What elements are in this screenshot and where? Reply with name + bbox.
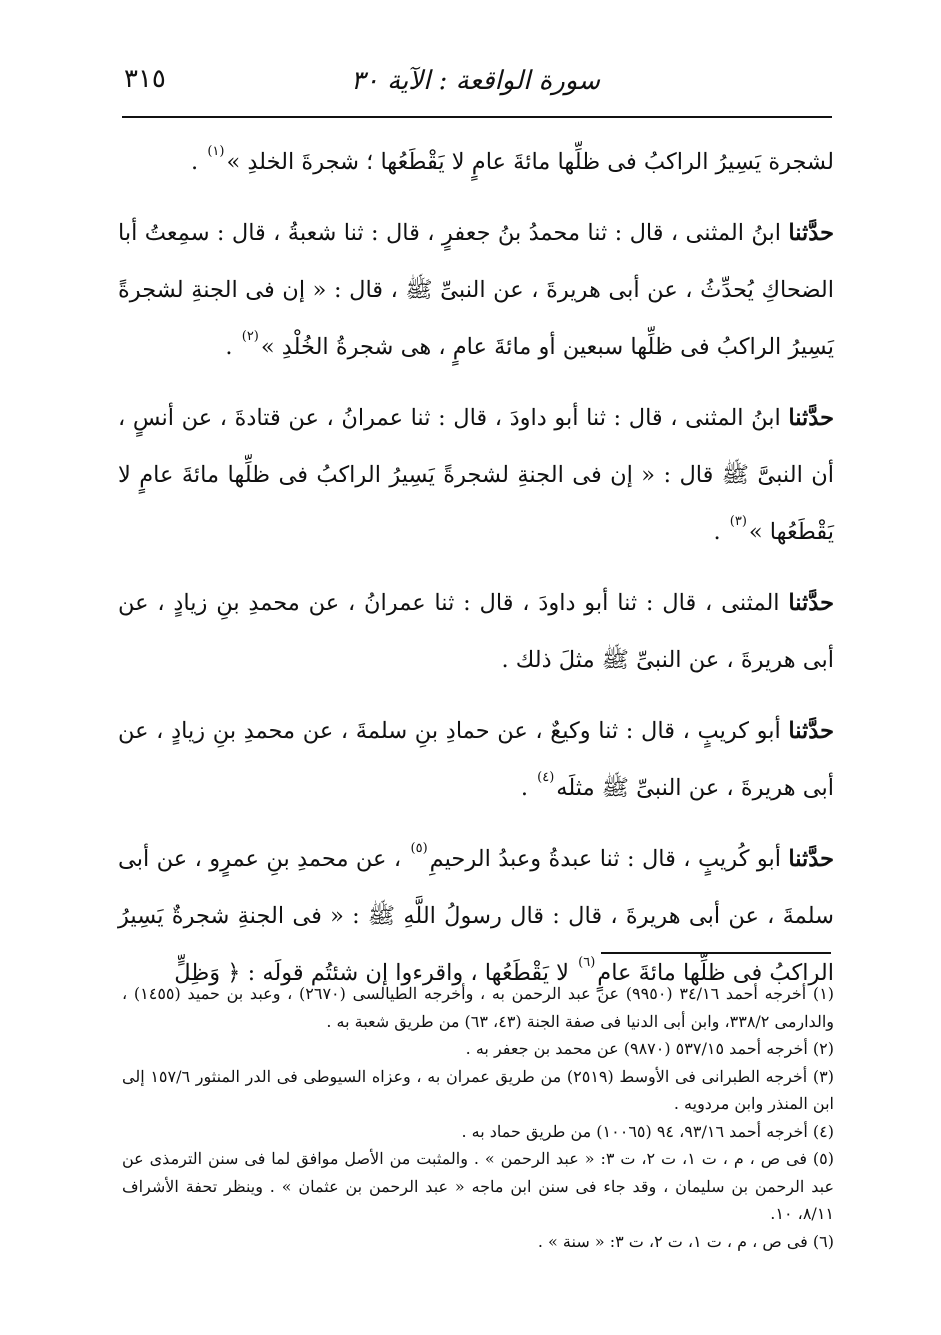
header-rule [122, 116, 832, 118]
paragraph-end: لا يَقْطَعُها ، واقرءوا إن شئتُم قولَه : ﴿ وَظِلٍّ [174, 960, 577, 986]
paragraph-5 [118, 703, 834, 817]
paragraph-6 [118, 831, 834, 1002]
paragraph-2 [118, 205, 834, 376]
page-header [122, 62, 830, 106]
footnote-marker: (٣) [729, 514, 747, 529]
paragraph-1 [118, 134, 834, 191]
hadith-opening: حدَّثنا [788, 718, 834, 744]
footnote-marker: (٦) [578, 955, 596, 970]
footnote-2: (٢) أخرجه أحمد ٥٣٧/١٥ (٩٨٧٠) عن محمد بن جعفر به . [465, 1039, 834, 1058]
paragraph-text: المثنى ، قال : ثنا أبو داودَ ، قال : ثنا عمرانُ ، عن محمدِ بنِ زيادٍ ، عن أبى هريرةَ ، عن النبىِّ ﷺ مثلَ ذلك . [118, 590, 834, 673]
footnote-1: (١) أخرجه أحمد ٣٤/١٦ (٩٩٥٠) عن عبد الرحمن به ، وأخرجه الطيالسى (٢٦٧٠) ، وعبد بن حميد (١٤٥٥) ، والدارمى ٣٣٨/٢، وابن أبى الدنيا فى صفة الجنة (٤٣، ٦٣) من طريق شعبة به . [122, 984, 835, 1031]
paragraph-end: . [191, 149, 206, 175]
footnote-marker: (١) [207, 144, 225, 159]
hadith-opening: حدَّثنا [788, 590, 834, 616]
footnote-3: (٣) أخرجه الطبرانى فى الأوسط (٢٥١٩) من طريق عمران به ، وعزاه السيوطى فى الدر المنثور ١٥٧/٦ إلى ابن المنذر وابن مردويه . [122, 1066, 834, 1113]
footnote-4: (٤) أخرجه أحمد ٩٣/١٦، ٩٤ (١٠٠٦٥) من طريق حماد به . [461, 1121, 834, 1141]
paragraph-end: . [520, 775, 536, 801]
paragraph-end: . [225, 334, 240, 360]
page-number: ٣١٥ [124, 64, 166, 94]
footnote-6: (٦) فى ص ، م ، ت ١، ت ٢، ت ٣: « سنة » . [537, 1231, 834, 1251]
hadith-opening: حدَّثنا [788, 220, 834, 246]
paragraph-4 [118, 575, 834, 689]
footnote-marker: (٢) [241, 329, 259, 344]
paragraph-end: . [713, 519, 728, 545]
footnote-separator [601, 952, 831, 954]
paragraph-text: ابنُ المثنى ، قال : ثنا أبو داودَ ، قال : ثنا عمرانُ ، عن قتادةَ ، عن أنسٍ ، أن النبىَّ ﷺ قال : « إن فى الجنةِ لشجرةً يَسِيرُ الراكبُ فى ظلِّها مائةَ عامٍ لا يَقْطَعُها » [118, 405, 834, 545]
running-title: سورة الواقعة : الآية ٣٠ [350, 66, 600, 96]
hadith-opening: حدَّثنا [788, 405, 834, 431]
paragraph-3 [118, 390, 834, 561]
paragraph-text: ، عن محمدِ بنِ عمرٍو ، عن أبى سلمةَ ، عن أبى هريرةَ ، قال : قال رسولُ اللَّهِ ﷺ : « فى الجنةِ شجرةٌ يَسِيرُ الراكبُ فى ظلِّها مائةَ عامٍ [118, 846, 834, 986]
hadith-opening: حدَّثنا [788, 846, 834, 872]
footnote-5: (٥) فى ص ، م ، ت ١، ت ٢، ت ٣: « عبد الرحمن » . والمثبت من الأصل موافق لما فى سنن الترمذى عن عبد الرحمن بن سليمان ، وقد جاء فى سنن ابن ماجه « عبد الرحمن بن عثمان » . وينظر تحفة الأشراف ٨/١١، ١٠. [122, 1149, 835, 1223]
paragraph-text: لشجرة يَسِيرُ الراكبُ فى ظلِّها مائةَ عامٍ لا يَقْطَعُها ؛ شجرةَ الخلدِ » [226, 149, 834, 175]
footnotes [122, 980, 834, 1255]
paragraph-text: أبو كريبٍ ، قال : ثنا وكيعٌ ، عن حمادِ بنِ سلمةَ ، عن محمدِ بنِ زيادٍ ، عن أبى هريرةَ ، عن النبىِّ ﷺ مثلَه [118, 718, 834, 801]
footnote-marker: (٤) [537, 770, 555, 785]
paragraph-text: أبو كُريبٍ ، قال : ثنا عبدةُ وعبدُ الرحيمِ [429, 846, 789, 872]
footnote-marker: (٥) [410, 841, 428, 856]
paragraph-text: ابنُ المثنى ، قال : ثنا محمدُ بنُ جعفرٍ ، قال : ثنا شعبةُ ، قال : سمِعتُ أبا الضحاكِ يُحدِّثُ ، عن أبى هريرةَ ، عن النبىِّ ﷺ ، قال : « إن فى الجنةِ لشجرةً يَسِيرُ الراكبُ فى ظلِّها سبعين أو مائةَ عامٍ ، هى شجرةُ الخُلْدِ » [118, 220, 834, 360]
main-text [118, 134, 834, 1016]
